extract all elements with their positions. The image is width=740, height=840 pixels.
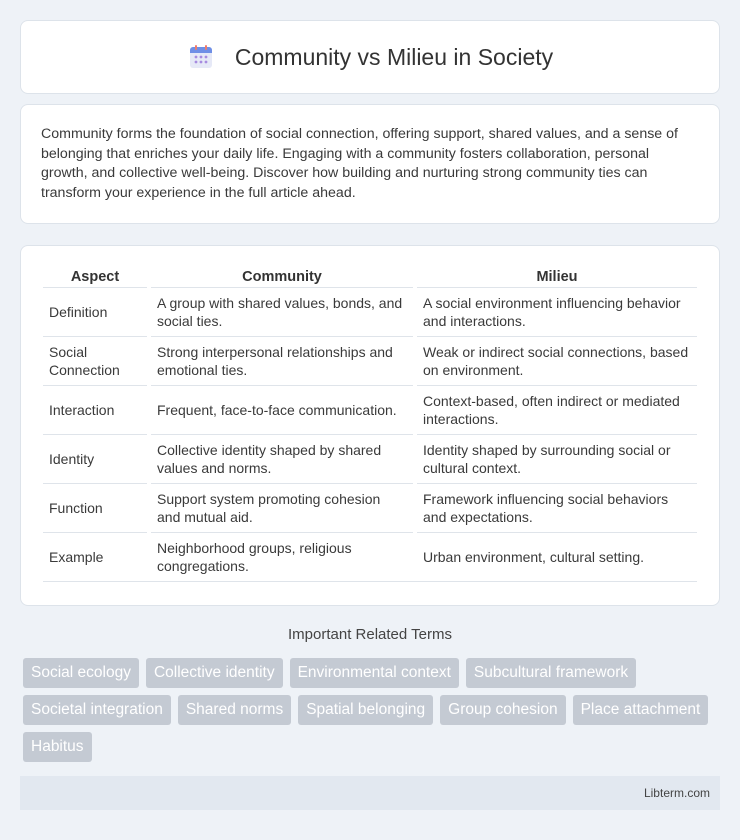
related-term-tag[interactable]: Group cohesion bbox=[440, 695, 565, 725]
cell-aspect: Definition bbox=[43, 287, 147, 336]
header-aspect: Aspect bbox=[70, 269, 120, 285]
related-term-tag[interactable]: Societal integration bbox=[23, 695, 171, 725]
related-term-tag[interactable]: Subcultural framework bbox=[466, 658, 636, 688]
cell-aspect: Example bbox=[43, 532, 147, 582]
cell-community: A group with shared values, bonds, and social ties. bbox=[151, 287, 413, 336]
related-terms-list bbox=[23, 658, 723, 762]
comparison-table bbox=[43, 266, 697, 582]
cell-milieu: Context-based, often indirect or mediated interactions. bbox=[417, 385, 697, 434]
cell-milieu: Framework influencing social behaviors and expectations. bbox=[417, 483, 697, 532]
header-card bbox=[20, 20, 720, 94]
cell-aspect: Interaction bbox=[43, 385, 147, 434]
table-header-row bbox=[43, 266, 697, 287]
header-community: Community bbox=[242, 269, 322, 285]
table-row bbox=[43, 287, 697, 336]
comparison-table-card bbox=[20, 245, 720, 606]
intro-card bbox=[20, 104, 720, 224]
related-term-tag[interactable]: Environmental context bbox=[290, 658, 459, 688]
cell-community: Neighborhood groups, religious congregations. bbox=[151, 532, 413, 582]
table-row bbox=[43, 336, 697, 385]
table-row bbox=[43, 483, 697, 532]
header-milieu: Milieu bbox=[536, 269, 578, 285]
related-term-tag[interactable]: Social ecology bbox=[23, 658, 139, 688]
table-row bbox=[43, 532, 697, 582]
cell-community: Frequent, face-to-face communication. bbox=[151, 385, 413, 434]
cell-milieu: Urban environment, cultural setting. bbox=[417, 532, 697, 582]
related-term-tag[interactable]: Spatial belonging bbox=[298, 695, 433, 725]
cell-milieu: Weak or indirect social connections, based on environment. bbox=[417, 336, 697, 385]
related-term-tag[interactable]: Shared norms bbox=[178, 695, 291, 725]
page-title: Community vs Milieu in Society bbox=[234, 43, 554, 70]
cell-milieu: Identity shaped by surrounding social or cultural context. bbox=[417, 434, 697, 483]
table-row bbox=[43, 385, 697, 434]
related-terms-title: Important Related Terms bbox=[288, 626, 452, 643]
cell-aspect: Identity bbox=[43, 434, 147, 483]
cell-aspect: Social Connection bbox=[43, 336, 147, 385]
table-row bbox=[43, 434, 697, 483]
cell-community: Strong interpersonal relationships and emotional ties. bbox=[151, 336, 413, 385]
related-term-tag[interactable]: Collective identity bbox=[146, 658, 283, 688]
footer-link[interactable]: Libterm.com bbox=[643, 786, 710, 800]
calendar-grid-icon bbox=[187, 43, 215, 71]
related-term-tag[interactable]: Place attachment bbox=[573, 695, 709, 725]
related-term-tag[interactable]: Habitus bbox=[23, 732, 92, 762]
cell-community: Support system promoting cohesion and mutual aid. bbox=[151, 483, 413, 532]
footer bbox=[20, 776, 720, 810]
cell-aspect: Function bbox=[43, 483, 147, 532]
cell-milieu: A social environment influencing behavior and interactions. bbox=[417, 287, 697, 336]
intro-text: Community forms the foundation of social connection, offering support, shared values, and a sense of belonging that enriches your daily life. Engaging with a community fosters collaboration, personal growth, and collective well-being. Discover how building and nurturing strong community ties can transform your experience in the full article ahead. bbox=[41, 126, 678, 201]
cell-community: Collective identity shaped by shared values and norms. bbox=[151, 434, 413, 483]
